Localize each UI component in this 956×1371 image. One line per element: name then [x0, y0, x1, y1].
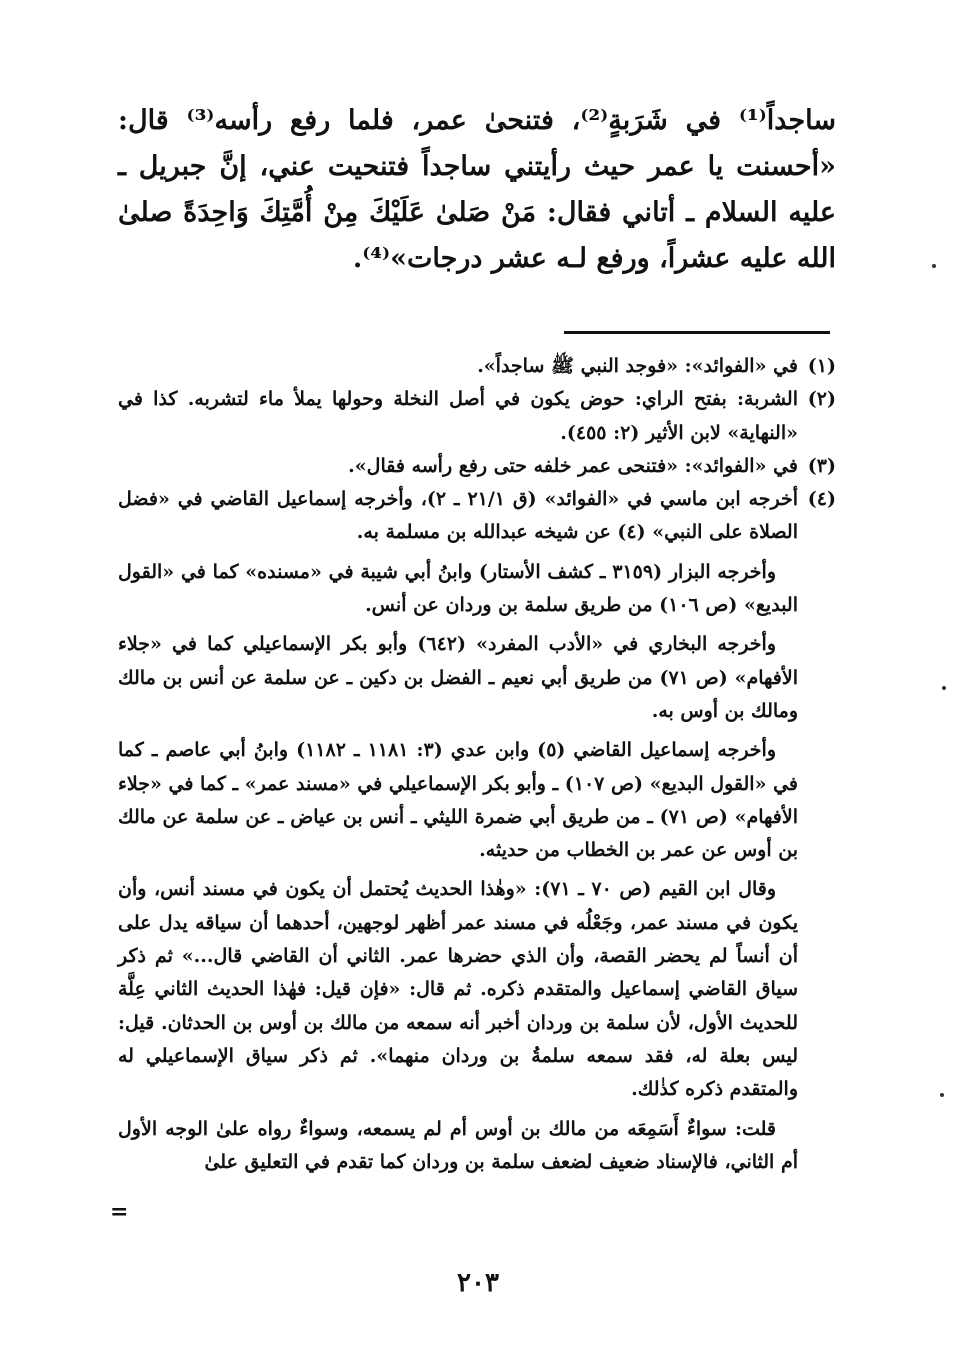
main-text: ساجداً⁽¹⁾ في شَرَبةٍ⁽²⁾، فتنحىٰ عمر، فلما رفع رأسه⁽³⁾ قال: «أحسنت يا عمر حيث رأيتني ساجداً فتنحيت عني، إنَّ جبريل ـ عليه السلام ـ أتاني فقال: مَنْ صَلىٰ عَلَيْكَ مِنْ أُمَّتِكَ وَاحِدَةً صلىٰ الله عليه عشراً، ورفع لـه عشر درجات»⁽⁴⁾. — [118, 105, 836, 274]
footnote-number: (٣) — [807, 454, 836, 477]
footnote-4 — [118, 483, 836, 1179]
footnote-text: الشربة: بفتح الراي: حوض يكون في أصل النخلة وحولها يملأ ماء لتشربه. كذا في «النهاية» لابن الأثير (٢: ٤٥٥). — [118, 388, 798, 444]
footnote-text: أخرجه ابن ماسي في «الفوائد» (ق ٢١/١ ـ ٢)، وأخرجه إسماعيل القاضي في «فضل الصلاة على النبي» (٤) عن شيخه عبدالله بن مسلمة به. — [118, 488, 799, 544]
footnote-separator — [564, 331, 830, 334]
footnote-paragraph: وقال ابن القيم (ص ٧٠ ـ ٧١): «وهٰذا الحديث يُحتمل أن يكون في مسند أنس، وأن يكون في مسند عمر، وجَعْلُه في مسند عمر أظهر لوجهين، أحدهما أن سياقه يدل على أن أنساً لم يحضر القصة، وأن الذي حضرها عمر. الثاني أن القاضي قال...» ثم ذكر سياق القاضي إسماعيل والمتقدم ذكره. ثم قال: «فإن قيل: فهٰذا الحديث الثاني عِلَّة للحديث الأول، لأن سلمة بن وردان أخبر أنه سمعه من مالك بن أوس بن الحدثان. قيل: ليس بعلة له، فقد سمعه سلمةُ بن وردان منهما». ثم ذكر سياق الإسماعيلي له والمتقدم ذكره كذٰلك. — [118, 878, 798, 1101]
footnote-paragraph: وأخرجه البخاري في «الأدب المفرد» (٦٤٢) وأبو بكر الإسماعيلي كما في «جلاء الأفهام» (ص ٧١) من طريق أبي نعيم ـ الفضل بن دكين ـ عن سلمة عن أنس بن مالك ومالك بن أوس به. — [118, 633, 799, 722]
footnote-number: (١) — [807, 355, 836, 377]
footnote-number: (٤) — [807, 488, 836, 511]
continuation-mark: = — [110, 1199, 129, 1225]
scan-speck — [942, 686, 946, 690]
footnote-text: في «الفوائد»: «فوجد النبي ﷺ ساجداً». — [477, 355, 798, 377]
footnote-paragraph: قلت: سواءٌ أَسَمِعَه من مالك بن أوس أم لم يسمعه، وسواءٌ رواه علىٰ الوجه الأول أم الثاني، فالإسناد ضعيف لضعف سلمة بن وردان كما تقدم في التعليق علىٰ — [118, 1117, 798, 1173]
footnote-2 — [118, 383, 836, 450]
footnote-text: في «الفوائد»: «فتنحى عمر خلفه حتى رفع رأسه فقال». — [348, 454, 798, 477]
page-number: ٢٠٣ — [457, 1268, 499, 1298]
scan-speck — [940, 1093, 944, 1097]
footnote-paragraph: وأخرجه إسماعيل القاضي (٥) وابن عدي (٣: ١١٨١ ـ ١١٨٢) وابنُ أبي عاصم ـ كما في «القول البديع» (ص ١٠٧) ـ وأبو بكر الإسماعيلي في «مسند عمر» ـ كما في «جلاء الأفهام» (ص ٧١) ـ من طريق أبي ضمرة الليثي ـ أنس بن عياض ـ عن سلمة عن مالك بن أوس عن عمر بن الخطاب من حديثه. — [118, 739, 799, 862]
footnote-3 — [118, 450, 836, 483]
footnote-paragraph: وأخرجه البزار (٣١٥٩ ـ كشف الأستار) وابنُ أبي شيبة في «مسنده» كما في «القول البديع» (ص ١٠٦) من طريق سلمة بن وردان عن أنس. — [118, 560, 798, 617]
scan-speck — [932, 264, 936, 268]
footnote-number: (٢) — [807, 388, 836, 411]
footnotes-section — [118, 350, 836, 1179]
footnote-1 — [118, 350, 836, 383]
